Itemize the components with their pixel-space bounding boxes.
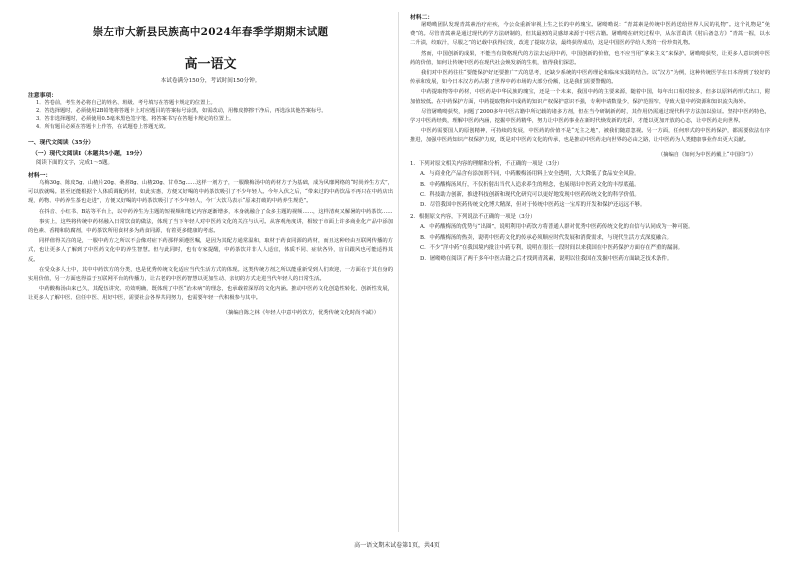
notes-heading: 注意事项： bbox=[28, 93, 57, 99]
passage-paragraph: 屠呦呦团队发现青蒿素治疗疟疾，今公众重新审视上生之长的中药瑰宝。屠呦呦说：“青蒿素是传统中医药送给世界人民的礼物”。这个礼物是“免费”的。尽管青蒿素是通过现代药学方法研制的，但其最初的灵感却来源于中医古籍。屠呦呦在研究过程中，从东晋葛洪《肘后备急方》“青蒿一握，以水二升渍，绞取汁，尽服之”的记载中获得启发，改进了提取方法，最终获得成功，这是中国医药学给人类的一份珍贵礼物。 bbox=[410, 22, 770, 47]
passage-paragraph: 中药酸梅汤由来已久，其配伍讲究、功效明确，既体现了中医“治未病”的理念，也承载着深厚的文化内涵。推动中医药文化创造性转化、创新性发展，让更多人了解中医、信任中医、用好中医，需要社会各界共同努力，也需要年轻一代积极参与其中。 bbox=[28, 286, 393, 302]
answer-option: A．中药酸梅汤的优势与“出圈”，说明利用中药饮方将普通人群对优秀中医药传统文化的自信与认同成为一种可能。 bbox=[420, 224, 694, 231]
passage-paragraph: 我们对中医药往往“要能保护好还要推广”式的思考，还缺少系统的中医药理论和临床实践的结合。以“汉方”为例，这种传统医学在日本得到了较好的传承和发展，如今日本汉方药占据了世界中药市场的大部分份额，这是我们需要警醒的。 bbox=[410, 70, 770, 86]
answer-option: B．中药酸梅汤的热卖，说明中医药文化的传承必须顺应时代发展和消费需求，与现代生活方式深度融合。 bbox=[420, 234, 672, 241]
answer-option: C．科技助力创新，推进科技创新和现代化研究可以更好地发现中医药传统文化的科学价值。 bbox=[420, 192, 640, 199]
section-heading: 一、现代文阅读（35分） bbox=[28, 140, 95, 146]
exam-title: 崇左市大新县民族高中2024年春季学期期末试题 bbox=[92, 26, 329, 38]
answer-option: D．屠呦呦在阅读了两千多年中医古籍之后才找到青蒿素，说明以往我国在发掘中医药方面缺乏技术条件。 bbox=[420, 255, 673, 262]
page-footer: 高一语文期末试卷第1页，共4页 bbox=[354, 542, 440, 549]
answer-option: D．尽管我国中医药传统文化博大精深，但对于传统中医药这一宝库的开发和保护还远远不够。 bbox=[420, 202, 646, 209]
passage-paragraph: 尽管屠呦呦获奖，问题了2000多年中医古籍中所记载的诸多方剂，但在当今研制新药时，其作用仍需通过现代科学方法加以验证。坚持中医药特色，学习中医药经典，理解中医药内涵，挖掘中医药精华，努力让中医药事业在新时代焕发新的光彩，才能以更加开放的心态，让中医药走向世界。 bbox=[410, 108, 770, 125]
right-column bbox=[410, 0, 770, 264]
passage-source: （摘编自《如何为中医药戴上“中国印”》） bbox=[657, 151, 756, 158]
answer-option: B．中药酸梅汤风行，不仅折射出当代人追求养生的理念，也展现出中医药文化的丰厚底蕴。 bbox=[420, 181, 640, 188]
material-label: 材料一： bbox=[28, 173, 52, 179]
reading-instruction: 阅读下面的文字，完成1～5题。 bbox=[36, 160, 113, 166]
column-divider bbox=[398, 12, 399, 532]
question-stem: 2．根据原文内容，下列说法不正确的一项是（3分） bbox=[410, 213, 536, 220]
passage-paragraph: 事实上，这些将传统中药材融入日常饮食的做法，体现了当下年轻人对中医药文化的关注与认可。从客观角度讲，相较于市面上许多商业化产品中添加的色素、香精和防腐剂，中药茶饮所用食材多为药食同源，有着更多健康的考虑。 bbox=[28, 218, 393, 235]
note-item: 4．所有题目必须在答题卡上作答，在试题卷上答题无效。 bbox=[36, 124, 169, 130]
answer-option: A．与商业化产品含有添加剂不同，中药酸梅汤用料上安全透明，大大降低了食品安全风险。 bbox=[420, 171, 640, 178]
passage-paragraph: 在抖音、小红书、B站等平台上，以中药养生为主题的短视频和笔记内容逐渐增多，本身就融合了众多主题的视频……，这样清爽又解暑的中药茶饮…… bbox=[39, 208, 393, 215]
passage-paragraph: 中医药需要国人的原创精神，可持续的发展，中医药的价值不是“无主之地”，被我们随意忽视。另一方面，任何形式的中医药保护，都需要依法有序推进，加强中医药知识产权保护力度，既是对中医药文化的传承，也是推动中医药走向世界的必由之路，让中医药为人类健康事业作出更大贡献。 bbox=[410, 128, 770, 144]
note-item: 3．答非选择题时，必须使用0.5毫米黑色签字笔，将答案书写在答题卡规定的位置上。 bbox=[36, 116, 235, 122]
question-stem: 1．下列对原文相关内容的理解和分析，不正确的一项是（3分） bbox=[410, 160, 563, 167]
answer-option: C．不少“洋中药”在我国境内批注中药专利，说明在很长一段时间以来我国在中医药保护方面存在严重的漏洞。 bbox=[420, 245, 683, 252]
passage-paragraph: 然而，中国创新的成果，不能当有资格现代的方法去运用中药，中国创新的价值，也不应当用“拿来主义”来保护。屠呦呦获奖，让更多人意识到中医药的价值，如何让传统中医药在现代社会焕发新的生机，值得我们深思。 bbox=[410, 50, 770, 66]
material-label: 材料二： bbox=[410, 15, 434, 21]
note-item: 2．答选择题时，必须使用2B铅笔将答题卡上对应题目的答案标号涂黑，如需改动，用橡皮擦擦干净后，再选涂其他答案标号。 bbox=[36, 108, 327, 114]
passage-source: （摘编自陈之林《年轻人中意中药饮方，优秀传统文化时尚不减》） bbox=[222, 309, 379, 316]
passage-paragraph: 同样值得关注的是，一服中药方之所以不会像对症下药那样须遵医嘱，是因为其配方通常温和，取材于药食同源的药材，而且这种经由互联网传播的方式，也让更多人了解到了中医药文化中的养生智慧。但与此同时，也有专家提醒，中药茶饮并非人人适宜，体质不同、症状各异，盲目跟风也可能适得其反。 bbox=[28, 238, 393, 263]
subject-title: 高一语文 bbox=[184, 57, 237, 72]
passage-paragraph: 乌梅30g、陈皮5g、山楂片20g、桑葚8g、山楂20g、甘草5g……这样一剂方子，一服酸梅汤中的药材方子为基础，成为风靡网络的“时尚养生方式”，可以放就喝。甚至还能根据个人体质调配药材，如此实惠，方便又好喝的中药茶饮吸引了不少年轻人。今年入伏之后，“带来过的中药饮品不再只在中药店出现，药物、中药养生茶也走进”，方便又好喝的中药茶饮吸引了不少年轻人，今厂大饮马表示“原来打破的中药养生规范”。 bbox=[28, 180, 393, 205]
passage-paragraph: 在受众多人士中，其中中药饮方的分类，也是优秀传统文化适应当代生活方式的体现。这类传统方剂之所以能重新受到人们欢迎，一方面在于其自身的实用价值，另一方面也得益于互联网平台的传播力，让古老的中医药智慧以更加生动、亲切的方式走进当代年轻人的日常生活。 bbox=[28, 266, 393, 283]
passage-paragraph: 中药提取物等中药材，中医药是中华民族的瑰宝，还是一个未来，我国中药的主要来源，随着中国，每年出口相对较多，但多以原料药形式出口，附加值较低。在中药保护方面，中药提取物和中成药的知识产权保护意识不强，专利申请数量少，保护范围窄，导致大量中药资源和知识流失海外。 bbox=[410, 89, 770, 105]
left-column bbox=[28, 0, 393, 316]
exam-meta: 本试卷满分150分，考试时间150分钟。 bbox=[160, 78, 261, 84]
subsection-heading: （一）现代文阅读Ⅰ（本题共5小题，19分） bbox=[32, 151, 146, 157]
note-item: 1．答卷前，考生务必将自己的姓名、班级、考号填写在答题卡规定的位置上。 bbox=[36, 100, 216, 106]
